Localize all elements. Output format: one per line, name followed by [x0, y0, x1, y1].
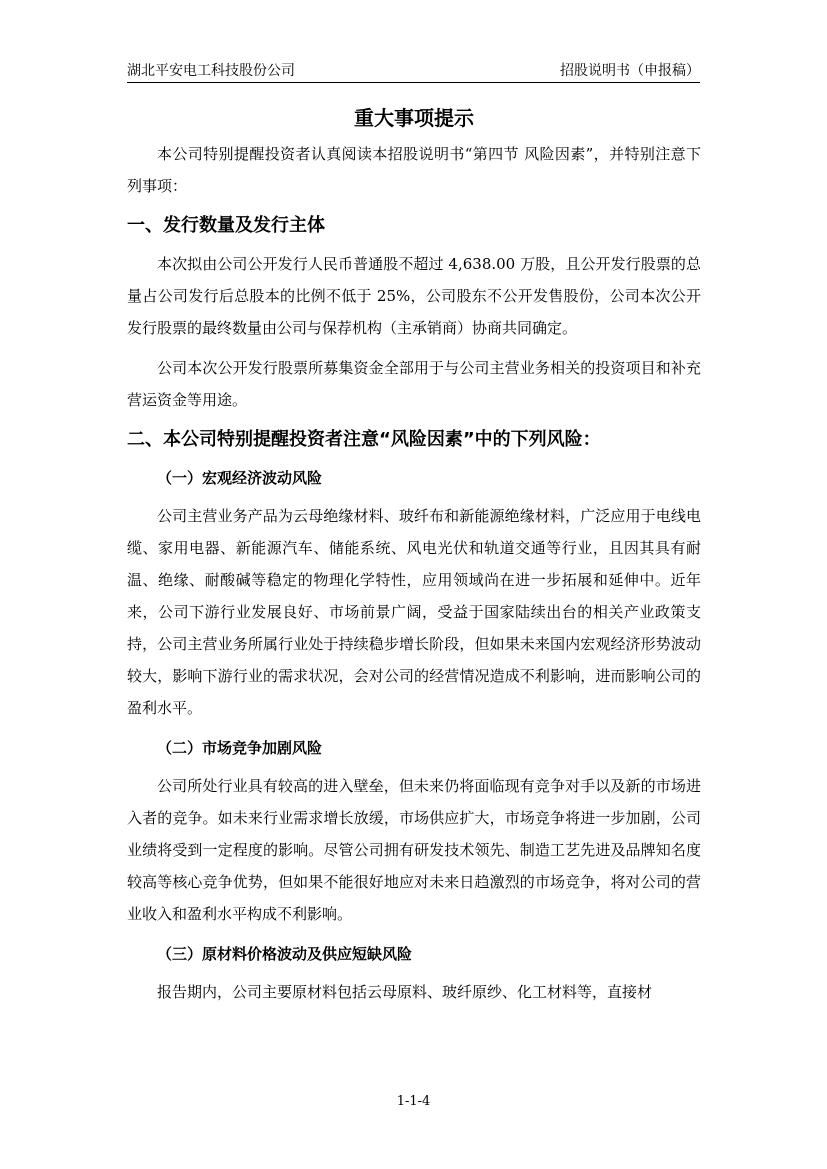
subsection1-paragraph: 公司主营业务产品为云母绝缘材料、玻纤布和新能源绝缘材料，广泛应用于电线电缆、家用电器、新能源汽车、储能系统、风电光伏和轨道交通等行业，且因其具有耐温、绝缘、耐酸碱等稳定的物理化学特性，应用领域尚在进一步拓展和延伸中。近年来，公司下游行业发展良好、市场前景广阔，受益于国家陆续出台的相关产业政策支持，公司主营业务所属行业处于持续稳步增长阶段，但如果未来国内宏观经济形势波动较大，影响下游行业的需求状况，会对公司的经营情况造成不利影响，进而影响公司的盈利水平。 — [127, 507, 701, 717]
section1-heading: 一、发行数量及发行主体 — [127, 215, 325, 236]
subsection3-heading: （三）原材料价格波动及供应短缺风险 — [157, 945, 413, 963]
subsection2-paragraph: 公司所处行业具有较高的进入壁垒，但未来仍将面临现有竞争对手以及新的市场进入者的竞争。如未来行业需求增长放缓，市场供应扩大，市场竞争将进一步加剧，公司业绩将受到一定程度的影响。尽管公司拥有研发技术领先、制造工艺先进及品牌知名度较高等核心竞争优势，但如果不能很好地应对未来日趋激烈的市场竞争，将对公司的营业收入和盈利水平构成不利影响。 — [127, 777, 701, 923]
section2-heading: 二、本公司特别提醒投资者注意“风险因素”中的下列风险： — [127, 429, 601, 450]
intro-paragraph: 本公司特别提醒投资者认真阅读本招股说明书“第四节 风险因素”，并特别注意下列事项： — [127, 145, 701, 195]
subsection2-heading: （二）市场竞争加剧风险 — [157, 739, 323, 757]
page-number: 1-1-4 — [396, 1094, 431, 1109]
section1-paragraph-1: 本次拟由公司公开发行人民币普通股不超过 4,638.00 万股，且公开发行股票的总量占公司发行后总股本的比例不低于 25%，公司股东不公开发售股份，公司本次公开发行股票的最终数量由公司与保荐机构（主承销商）协商共同确定。 — [127, 255, 701, 337]
section1-paragraph-2: 公司本次公开发行股票所募集资金全部用于与公司主营业务相关的投资项目和补充营运资金等用途。 — [127, 359, 701, 409]
header-doc-type: 招股说明书（申报稿） — [560, 63, 700, 79]
page-title: 重大事项提示 — [354, 106, 474, 130]
page-content — [127, 98, 701, 1016]
subsection1-heading: （一）宏观经济波动风险 — [157, 469, 323, 487]
page-header — [127, 56, 700, 83]
subsection3-paragraph: 报告期内，公司主要原材料包括云母原料、玻纤原纱、化工材料等，直接材 — [157, 983, 653, 1001]
header-company: 湖北平安电工科技股份公司 — [127, 63, 295, 79]
